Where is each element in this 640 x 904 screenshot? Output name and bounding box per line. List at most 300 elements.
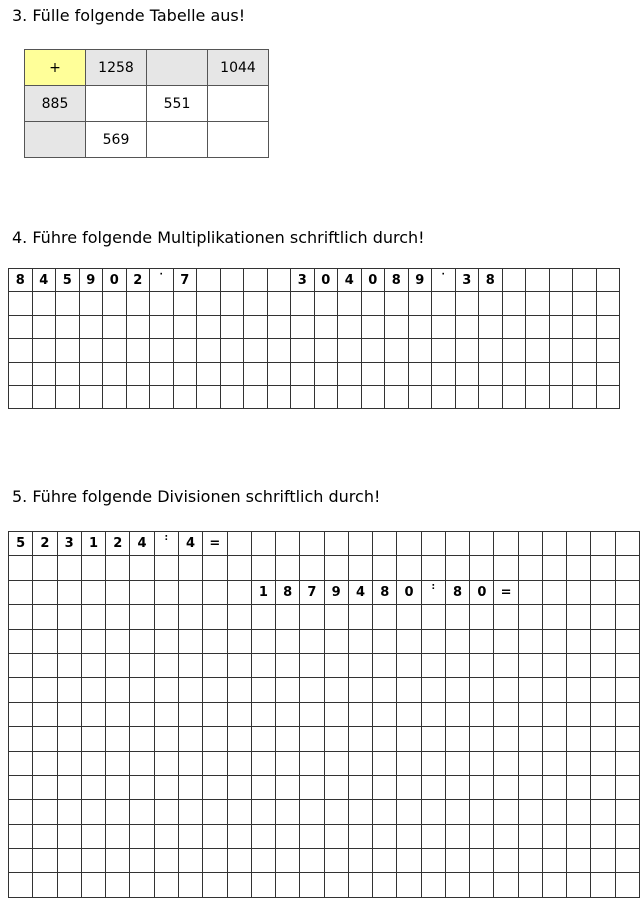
- grid-cell[interactable]: [251, 800, 275, 824]
- grid-cell[interactable]: [154, 580, 178, 604]
- grid-cell[interactable]: [348, 873, 372, 897]
- grid-cell[interactable]: [432, 362, 456, 385]
- grid-cell[interactable]: [445, 678, 469, 702]
- grid-cell[interactable]: [150, 339, 174, 362]
- grid-cell[interactable]: [615, 800, 639, 824]
- grid-cell[interactable]: [421, 653, 445, 677]
- grid-cell[interactable]: [324, 849, 348, 873]
- grid-cell[interactable]: [220, 362, 244, 385]
- grid-cell[interactable]: [154, 873, 178, 897]
- grid-cell[interactable]: [130, 580, 154, 604]
- grid-cell[interactable]: [276, 824, 300, 848]
- grid-cell[interactable]: [397, 873, 421, 897]
- grid-cell[interactable]: [567, 605, 591, 629]
- grid-cell[interactable]: [106, 873, 130, 897]
- grid-cell[interactable]: [324, 532, 348, 556]
- grid-cell[interactable]: [348, 800, 372, 824]
- grid-cell[interactable]: [178, 556, 202, 580]
- grid-cell[interactable]: [203, 849, 227, 873]
- grid-cell[interactable]: [33, 824, 57, 848]
- grid-cell[interactable]: [573, 339, 597, 362]
- grid-cell[interactable]: [173, 292, 197, 315]
- grid-cell[interactable]: [470, 702, 494, 726]
- grid-cell[interactable]: [591, 800, 615, 824]
- grid-cell[interactable]: [397, 678, 421, 702]
- grid-cell[interactable]: [267, 339, 291, 362]
- grid-cell[interactable]: [173, 339, 197, 362]
- grid-cell[interactable]: [518, 873, 542, 897]
- grid-cell[interactable]: [300, 775, 324, 799]
- grid-cell[interactable]: [543, 727, 567, 751]
- grid-cell[interactable]: [573, 385, 597, 408]
- grid-cell[interactable]: [314, 339, 338, 362]
- grid-cell[interactable]: [543, 873, 567, 897]
- grid-cell[interactable]: [197, 339, 221, 362]
- grid-cell[interactable]: [9, 824, 33, 848]
- grid-cell[interactable]: [276, 775, 300, 799]
- grid-cell[interactable]: [567, 629, 591, 653]
- grid-cell[interactable]: [373, 605, 397, 629]
- grid-cell[interactable]: [276, 629, 300, 653]
- grid-cell[interactable]: [178, 702, 202, 726]
- grid-cell[interactable]: [81, 873, 105, 897]
- grid-cell[interactable]: [276, 849, 300, 873]
- grid-cell[interactable]: [9, 751, 33, 775]
- grid-cell[interactable]: [591, 849, 615, 873]
- grid-cell[interactable]: [591, 580, 615, 604]
- grid-cell[interactable]: [130, 702, 154, 726]
- grid-cell[interactable]: [421, 605, 445, 629]
- grid-cell[interactable]: [526, 292, 550, 315]
- grid-cell[interactable]: [397, 751, 421, 775]
- table-cell[interactable]: [25, 122, 86, 158]
- grid-cell[interactable]: [130, 727, 154, 751]
- grid-cell[interactable]: [348, 849, 372, 873]
- grid-cell[interactable]: [314, 292, 338, 315]
- table-cell[interactable]: [147, 50, 208, 86]
- grid-cell[interactable]: [106, 702, 130, 726]
- grid-cell[interactable]: [203, 702, 227, 726]
- grid-cell[interactable]: [591, 532, 615, 556]
- grid-cell[interactable]: [373, 824, 397, 848]
- grid-cell[interactable]: [494, 824, 518, 848]
- grid-cell[interactable]: [421, 775, 445, 799]
- grid-cell[interactable]: [32, 315, 56, 338]
- grid-cell[interactable]: [154, 629, 178, 653]
- grid-cell[interactable]: [567, 751, 591, 775]
- grid-cell[interactable]: [178, 653, 202, 677]
- grid-cell[interactable]: [276, 727, 300, 751]
- grid-cell[interactable]: [518, 556, 542, 580]
- grid-cell[interactable]: [227, 775, 251, 799]
- grid-cell[interactable]: [33, 873, 57, 897]
- grid-cell[interactable]: [615, 678, 639, 702]
- grid-cell[interactable]: [57, 775, 81, 799]
- grid-cell[interactable]: [502, 385, 526, 408]
- grid-cell[interactable]: [615, 824, 639, 848]
- grid-cell[interactable]: [57, 605, 81, 629]
- grid-cell[interactable]: [494, 556, 518, 580]
- grid-cell[interactable]: [421, 751, 445, 775]
- grid-cell[interactable]: [33, 580, 57, 604]
- grid-cell[interactable]: [291, 385, 315, 408]
- grid-cell[interactable]: [324, 824, 348, 848]
- grid-cell[interactable]: [314, 362, 338, 385]
- grid-cell[interactable]: [596, 362, 620, 385]
- grid-cell[interactable]: [56, 339, 80, 362]
- grid-cell[interactable]: [227, 532, 251, 556]
- grid-cell[interactable]: [615, 751, 639, 775]
- grid-cell[interactable]: [154, 849, 178, 873]
- grid-cell[interactable]: [470, 751, 494, 775]
- grid-cell[interactable]: [470, 629, 494, 653]
- grid-cell[interactable]: [57, 727, 81, 751]
- grid-cell[interactable]: [197, 385, 221, 408]
- grid-cell[interactable]: [543, 849, 567, 873]
- grid-cell[interactable]: [79, 385, 103, 408]
- grid-cell[interactable]: [445, 727, 469, 751]
- grid-cell[interactable]: [33, 678, 57, 702]
- grid-cell[interactable]: [106, 653, 130, 677]
- grid-cell[interactable]: [518, 727, 542, 751]
- grid-cell[interactable]: [361, 339, 385, 362]
- grid-cell[interactable]: [494, 629, 518, 653]
- grid-cell[interactable]: [130, 751, 154, 775]
- grid-cell[interactable]: [543, 800, 567, 824]
- grid-cell[interactable]: [549, 292, 573, 315]
- grid-cell[interactable]: [33, 605, 57, 629]
- grid-cell[interactable]: [33, 751, 57, 775]
- grid-cell[interactable]: [526, 362, 550, 385]
- grid-cell[interactable]: [494, 727, 518, 751]
- grid-cell[interactable]: [518, 702, 542, 726]
- grid-cell[interactable]: [543, 775, 567, 799]
- grid-cell[interactable]: [324, 678, 348, 702]
- grid-cell[interactable]: [314, 315, 338, 338]
- grid-cell[interactable]: [591, 605, 615, 629]
- grid-cell[interactable]: [408, 292, 432, 315]
- grid-cell[interactable]: [591, 702, 615, 726]
- grid-cell[interactable]: [445, 556, 469, 580]
- grid-cell[interactable]: [300, 800, 324, 824]
- grid-cell[interactable]: [502, 292, 526, 315]
- grid-cell[interactable]: [178, 678, 202, 702]
- grid-cell[interactable]: [130, 653, 154, 677]
- grid-cell[interactable]: [79, 292, 103, 315]
- grid-cell[interactable]: [314, 385, 338, 408]
- grid-cell[interactable]: [373, 849, 397, 873]
- grid-cell[interactable]: [373, 678, 397, 702]
- grid-cell[interactable]: [470, 727, 494, 751]
- grid-cell[interactable]: [421, 678, 445, 702]
- grid-cell[interactable]: [291, 362, 315, 385]
- grid-cell[interactable]: [9, 678, 33, 702]
- grid-cell[interactable]: [494, 532, 518, 556]
- grid-cell[interactable]: [373, 702, 397, 726]
- grid-cell[interactable]: [203, 653, 227, 677]
- grid-cell[interactable]: [567, 800, 591, 824]
- grid-cell[interactable]: [33, 653, 57, 677]
- grid-cell[interactable]: [130, 849, 154, 873]
- grid-cell[interactable]: [178, 873, 202, 897]
- grid-cell[interactable]: [56, 362, 80, 385]
- grid-cell[interactable]: [103, 362, 127, 385]
- grid-cell[interactable]: [300, 824, 324, 848]
- grid-cell[interactable]: [32, 362, 56, 385]
- grid-cell[interactable]: [479, 339, 503, 362]
- grid-cell[interactable]: [154, 653, 178, 677]
- grid-cell[interactable]: [549, 362, 573, 385]
- grid-cell[interactable]: [397, 775, 421, 799]
- grid-cell[interactable]: [615, 629, 639, 653]
- grid-cell[interactable]: [502, 269, 526, 292]
- grid-cell[interactable]: [338, 385, 362, 408]
- grid-cell[interactable]: [130, 800, 154, 824]
- grid-cell[interactable]: [300, 727, 324, 751]
- grid-cell[interactable]: [502, 362, 526, 385]
- grid-cell[interactable]: [276, 556, 300, 580]
- grid-cell[interactable]: [518, 678, 542, 702]
- grid-cell[interactable]: [455, 292, 479, 315]
- grid-cell[interactable]: [57, 629, 81, 653]
- grid-cell[interactable]: [154, 824, 178, 848]
- grid-cell[interactable]: [9, 292, 33, 315]
- table-cell[interactable]: [208, 86, 269, 122]
- grid-cell[interactable]: [470, 532, 494, 556]
- grid-cell[interactable]: [324, 556, 348, 580]
- grid-cell[interactable]: [130, 629, 154, 653]
- grid-cell[interactable]: [615, 702, 639, 726]
- grid-cell[interactable]: [373, 751, 397, 775]
- grid-cell[interactable]: [154, 678, 178, 702]
- grid-cell[interactable]: [615, 727, 639, 751]
- grid-cell[interactable]: [348, 629, 372, 653]
- grid-cell[interactable]: [596, 292, 620, 315]
- grid-cell[interactable]: [106, 605, 130, 629]
- grid-cell[interactable]: [361, 385, 385, 408]
- grid-cell[interactable]: [591, 556, 615, 580]
- grid-cell[interactable]: [251, 629, 275, 653]
- grid-cell[interactable]: [32, 385, 56, 408]
- grid-cell[interactable]: [397, 629, 421, 653]
- grid-cell[interactable]: [81, 605, 105, 629]
- grid-cell[interactable]: [220, 315, 244, 338]
- grid-cell[interactable]: [615, 605, 639, 629]
- grid-cell[interactable]: [361, 292, 385, 315]
- grid-cell[interactable]: [57, 678, 81, 702]
- grid-cell[interactable]: [596, 269, 620, 292]
- grid-cell[interactable]: [361, 315, 385, 338]
- grid-cell[interactable]: [470, 824, 494, 848]
- grid-cell[interactable]: [455, 339, 479, 362]
- grid-cell[interactable]: [445, 775, 469, 799]
- grid-cell[interactable]: [338, 315, 362, 338]
- grid-cell[interactable]: [9, 800, 33, 824]
- grid-cell[interactable]: [203, 727, 227, 751]
- table-cell[interactable]: [86, 86, 147, 122]
- grid-cell[interactable]: [154, 556, 178, 580]
- grid-cell[interactable]: [267, 385, 291, 408]
- grid-cell[interactable]: [244, 269, 268, 292]
- grid-cell[interactable]: [445, 629, 469, 653]
- grid-cell[interactable]: [348, 824, 372, 848]
- grid-cell[interactable]: [227, 824, 251, 848]
- grid-cell[interactable]: [220, 269, 244, 292]
- grid-cell[interactable]: [518, 824, 542, 848]
- grid-cell[interactable]: [518, 751, 542, 775]
- grid-cell[interactable]: [81, 849, 105, 873]
- grid-cell[interactable]: [291, 339, 315, 362]
- grid-cell[interactable]: [220, 292, 244, 315]
- grid-cell[interactable]: [543, 629, 567, 653]
- grid-cell[interactable]: [567, 873, 591, 897]
- grid-cell[interactable]: [518, 800, 542, 824]
- grid-cell[interactable]: [338, 339, 362, 362]
- grid-cell[interactable]: [596, 315, 620, 338]
- grid-cell[interactable]: [445, 824, 469, 848]
- grid-cell[interactable]: [479, 292, 503, 315]
- grid-cell[interactable]: [373, 653, 397, 677]
- grid-cell[interactable]: [57, 556, 81, 580]
- grid-cell[interactable]: [543, 580, 567, 604]
- grid-cell[interactable]: [421, 556, 445, 580]
- grid-cell[interactable]: [408, 315, 432, 338]
- grid-cell[interactable]: [276, 800, 300, 824]
- grid-cell[interactable]: [385, 292, 409, 315]
- grid-cell[interactable]: [178, 824, 202, 848]
- grid-cell[interactable]: [518, 580, 542, 604]
- grid-cell[interactable]: [81, 775, 105, 799]
- grid-cell[interactable]: [33, 849, 57, 873]
- grid-cell[interactable]: [57, 873, 81, 897]
- grid-cell[interactable]: [9, 315, 33, 338]
- grid-cell[interactable]: [300, 873, 324, 897]
- grid-cell[interactable]: [591, 653, 615, 677]
- grid-cell[interactable]: [300, 605, 324, 629]
- grid-cell[interactable]: [33, 775, 57, 799]
- grid-cell[interactable]: [178, 605, 202, 629]
- grid-cell[interactable]: [173, 315, 197, 338]
- grid-cell[interactable]: [348, 678, 372, 702]
- grid-cell[interactable]: [203, 775, 227, 799]
- grid-cell[interactable]: [421, 824, 445, 848]
- grid-cell[interactable]: [227, 580, 251, 604]
- grid-cell[interactable]: [445, 800, 469, 824]
- grid-cell[interactable]: [56, 315, 80, 338]
- grid-cell[interactable]: [300, 532, 324, 556]
- grid-cell[interactable]: [445, 751, 469, 775]
- grid-cell[interactable]: [178, 849, 202, 873]
- grid-cell[interactable]: [567, 824, 591, 848]
- grid-cell[interactable]: [126, 292, 150, 315]
- grid-cell[interactable]: [348, 653, 372, 677]
- grid-cell[interactable]: [596, 339, 620, 362]
- grid-cell[interactable]: [348, 751, 372, 775]
- grid-cell[interactable]: [373, 775, 397, 799]
- grid-cell[interactable]: [408, 385, 432, 408]
- grid-cell[interactable]: [494, 775, 518, 799]
- grid-cell[interactable]: [130, 873, 154, 897]
- grid-cell[interactable]: [291, 292, 315, 315]
- grid-cell[interactable]: [267, 315, 291, 338]
- grid-cell[interactable]: [9, 362, 33, 385]
- grid-cell[interactable]: [421, 532, 445, 556]
- grid-cell[interactable]: [324, 605, 348, 629]
- grid-cell[interactable]: [385, 339, 409, 362]
- grid-cell[interactable]: [445, 532, 469, 556]
- grid-cell[interactable]: [178, 580, 202, 604]
- grid-cell[interactable]: [470, 849, 494, 873]
- grid-cell[interactable]: [106, 800, 130, 824]
- grid-cell[interactable]: [573, 362, 597, 385]
- grid-cell[interactable]: [518, 653, 542, 677]
- grid-cell[interactable]: [267, 269, 291, 292]
- grid-cell[interactable]: [445, 653, 469, 677]
- grid-cell[interactable]: [385, 362, 409, 385]
- grid-cell[interactable]: [33, 702, 57, 726]
- grid-cell[interactable]: [244, 292, 268, 315]
- grid-cell[interactable]: [615, 849, 639, 873]
- grid-cell[interactable]: [615, 556, 639, 580]
- grid-cell[interactable]: [494, 605, 518, 629]
- grid-cell[interactable]: [543, 702, 567, 726]
- grid-cell[interactable]: [470, 873, 494, 897]
- grid-cell[interactable]: [421, 849, 445, 873]
- grid-cell[interactable]: [33, 556, 57, 580]
- grid-cell[interactable]: [251, 678, 275, 702]
- grid-cell[interactable]: [79, 339, 103, 362]
- grid-cell[interactable]: [220, 339, 244, 362]
- grid-cell[interactable]: [408, 339, 432, 362]
- grid-cell[interactable]: [106, 849, 130, 873]
- grid-cell[interactable]: [227, 605, 251, 629]
- grid-cell[interactable]: [267, 362, 291, 385]
- grid-cell[interactable]: [276, 678, 300, 702]
- grid-cell[interactable]: [567, 678, 591, 702]
- table-cell[interactable]: [147, 122, 208, 158]
- grid-cell[interactable]: [57, 653, 81, 677]
- grid-cell[interactable]: [549, 339, 573, 362]
- grid-cell[interactable]: [251, 605, 275, 629]
- grid-cell[interactable]: [526, 339, 550, 362]
- grid-cell[interactable]: [150, 315, 174, 338]
- grid-cell[interactable]: [178, 629, 202, 653]
- grid-cell[interactable]: [615, 873, 639, 897]
- grid-cell[interactable]: [445, 873, 469, 897]
- grid-cell[interactable]: [244, 315, 268, 338]
- grid-cell[interactable]: [154, 751, 178, 775]
- grid-cell[interactable]: [543, 532, 567, 556]
- grid-cell[interactable]: [591, 678, 615, 702]
- grid-cell[interactable]: [470, 775, 494, 799]
- grid-cell[interactable]: [596, 385, 620, 408]
- grid-cell[interactable]: [494, 702, 518, 726]
- grid-cell[interactable]: [251, 849, 275, 873]
- grid-cell[interactable]: [291, 315, 315, 338]
- grid-cell[interactable]: [9, 702, 33, 726]
- grid-cell[interactable]: [126, 385, 150, 408]
- grid-cell[interactable]: [324, 702, 348, 726]
- grid-cell[interactable]: [227, 727, 251, 751]
- grid-cell[interactable]: [57, 824, 81, 848]
- grid-cell[interactable]: [470, 653, 494, 677]
- grid-cell[interactable]: [324, 629, 348, 653]
- grid-cell[interactable]: [130, 775, 154, 799]
- grid-cell[interactable]: [348, 775, 372, 799]
- grid-cell[interactable]: [220, 385, 244, 408]
- grid-cell[interactable]: [397, 800, 421, 824]
- grid-cell[interactable]: [9, 556, 33, 580]
